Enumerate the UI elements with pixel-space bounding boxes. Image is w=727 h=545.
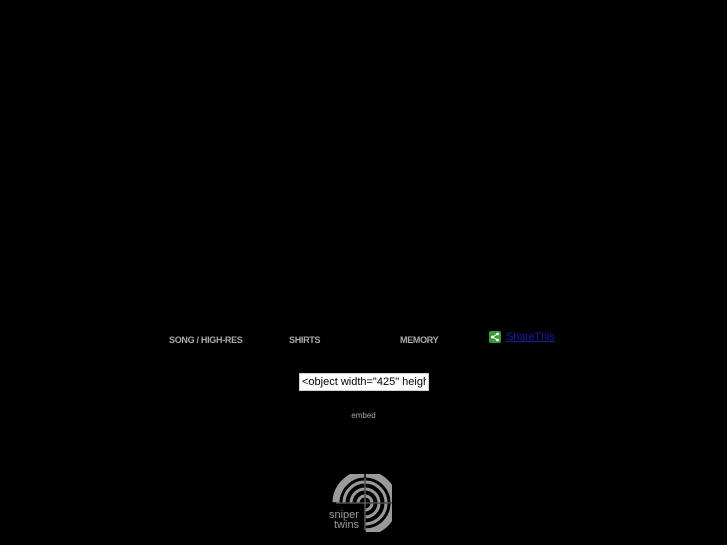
embed-code-input[interactable] [299, 373, 429, 391]
svg-text:sniper: sniper [329, 509, 359, 521]
share-icon [489, 331, 501, 343]
share-this-link[interactable]: ShareThis [506, 331, 555, 343]
nav-memory[interactable]: MEMORY [400, 335, 439, 345]
sniper-twins-logo[interactable] [328, 474, 392, 532]
target-logo-icon [328, 474, 392, 532]
share-this-button[interactable] [489, 331, 554, 343]
svg-text:twins: twins [334, 519, 360, 531]
nav-shirts[interactable]: SHIRTS [289, 335, 321, 345]
nav-song-high-res[interactable]: SONG / HIGH-RES [169, 335, 243, 345]
embed-label: embed [351, 411, 376, 420]
